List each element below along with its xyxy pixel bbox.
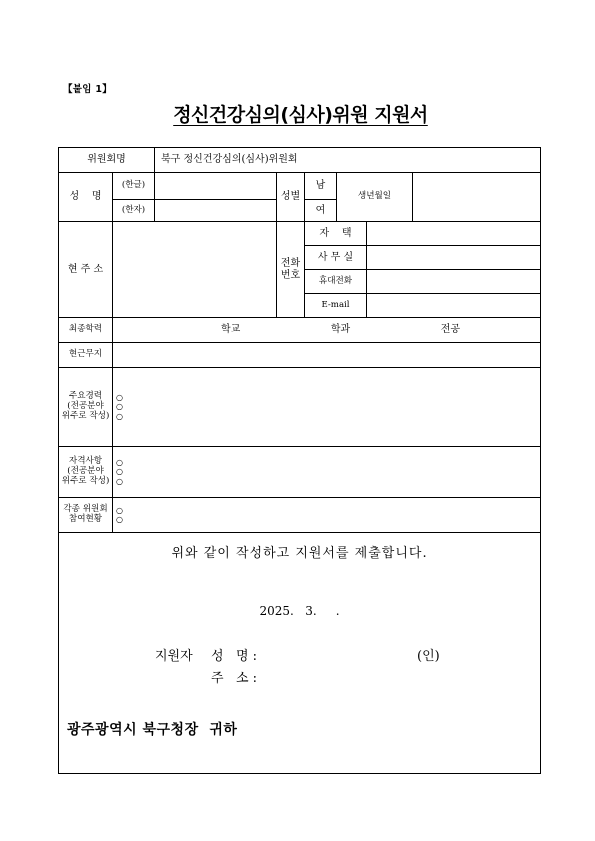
phone-office-label: 사 무 실 <box>305 246 367 270</box>
phone-office-input[interactable] <box>367 246 541 270</box>
name-hanja-input[interactable] <box>155 200 277 222</box>
committee-label: 위원회명 <box>59 148 155 173</box>
email-input[interactable] <box>367 294 541 318</box>
education-input[interactable] <box>113 318 541 343</box>
phone-home-input[interactable] <box>367 222 541 246</box>
education-dept-label: 학과 <box>330 324 351 336</box>
phone-mobile-label: 휴대전화 <box>305 270 367 294</box>
document-title: 정신건강심의(심사)위원 지원서 <box>173 104 428 126</box>
attachment-label: 【붙임 1】 <box>63 84 113 95</box>
gender-male-option[interactable]: 남 <box>305 173 337 200</box>
certification-label: 자격사항 (전공분야 위주로 작성) <box>59 447 113 498</box>
birth-input[interactable] <box>413 173 541 222</box>
address-label: 현 주 소 <box>59 222 113 318</box>
gender-label: 성별 <box>277 173 305 222</box>
phone-label-line1: 전화 <box>280 258 301 269</box>
education-label: 최종학력 <box>59 318 113 343</box>
education-major-label: 전공 <box>440 324 461 336</box>
address-input[interactable] <box>113 222 277 318</box>
gender-female-option[interactable]: 여 <box>305 200 337 222</box>
education-school-label: 학교 <box>221 324 241 336</box>
declaration-date: 2025. 3. . <box>259 604 340 618</box>
name-label: 성 명 <box>59 173 113 222</box>
applicant-name-field[interactable]: 성 명 : <box>211 649 258 664</box>
committees-label: 각종 위원회 참여현황 <box>59 498 113 533</box>
workplace-label: 현근무지 <box>59 343 113 368</box>
application-form-table <box>58 147 541 774</box>
applicant-address-field[interactable]: 주 소 : <box>211 671 258 686</box>
phone-label-line2: 번호 <box>280 269 301 281</box>
seal-mark: (인) <box>417 649 440 664</box>
phone-home-label: 자 택 <box>305 222 367 246</box>
committee-value: 북구 정신건강심의(심사)위원회 <box>155 148 541 173</box>
workplace-input[interactable] <box>113 343 541 368</box>
career-label: 주요경력 (전공분야 위주로 작성) <box>59 368 113 447</box>
phone-mobile-input[interactable] <box>367 270 541 294</box>
recipient-label: 광주광역시 북구청장 귀하 <box>67 722 238 738</box>
name-korean-input[interactable] <box>155 173 277 200</box>
email-label: E-mail <box>305 294 367 318</box>
declaration-section <box>59 533 541 774</box>
certification-input[interactable]: ○ ○ ○ <box>113 447 541 498</box>
birth-label: 생년월일 <box>337 173 413 222</box>
applicant-label: 지원자 <box>155 649 193 664</box>
phone-label <box>277 222 305 318</box>
name-hanja-label: (한자) <box>113 200 155 222</box>
committees-input[interactable]: ○ ○ <box>113 498 541 533</box>
name-korean-label: (한글) <box>113 173 155 200</box>
declaration-statement: 위와 같이 작성하고 지원서를 제출합니다. <box>171 546 428 561</box>
career-input[interactable]: ○ ○ ○ <box>113 368 541 447</box>
